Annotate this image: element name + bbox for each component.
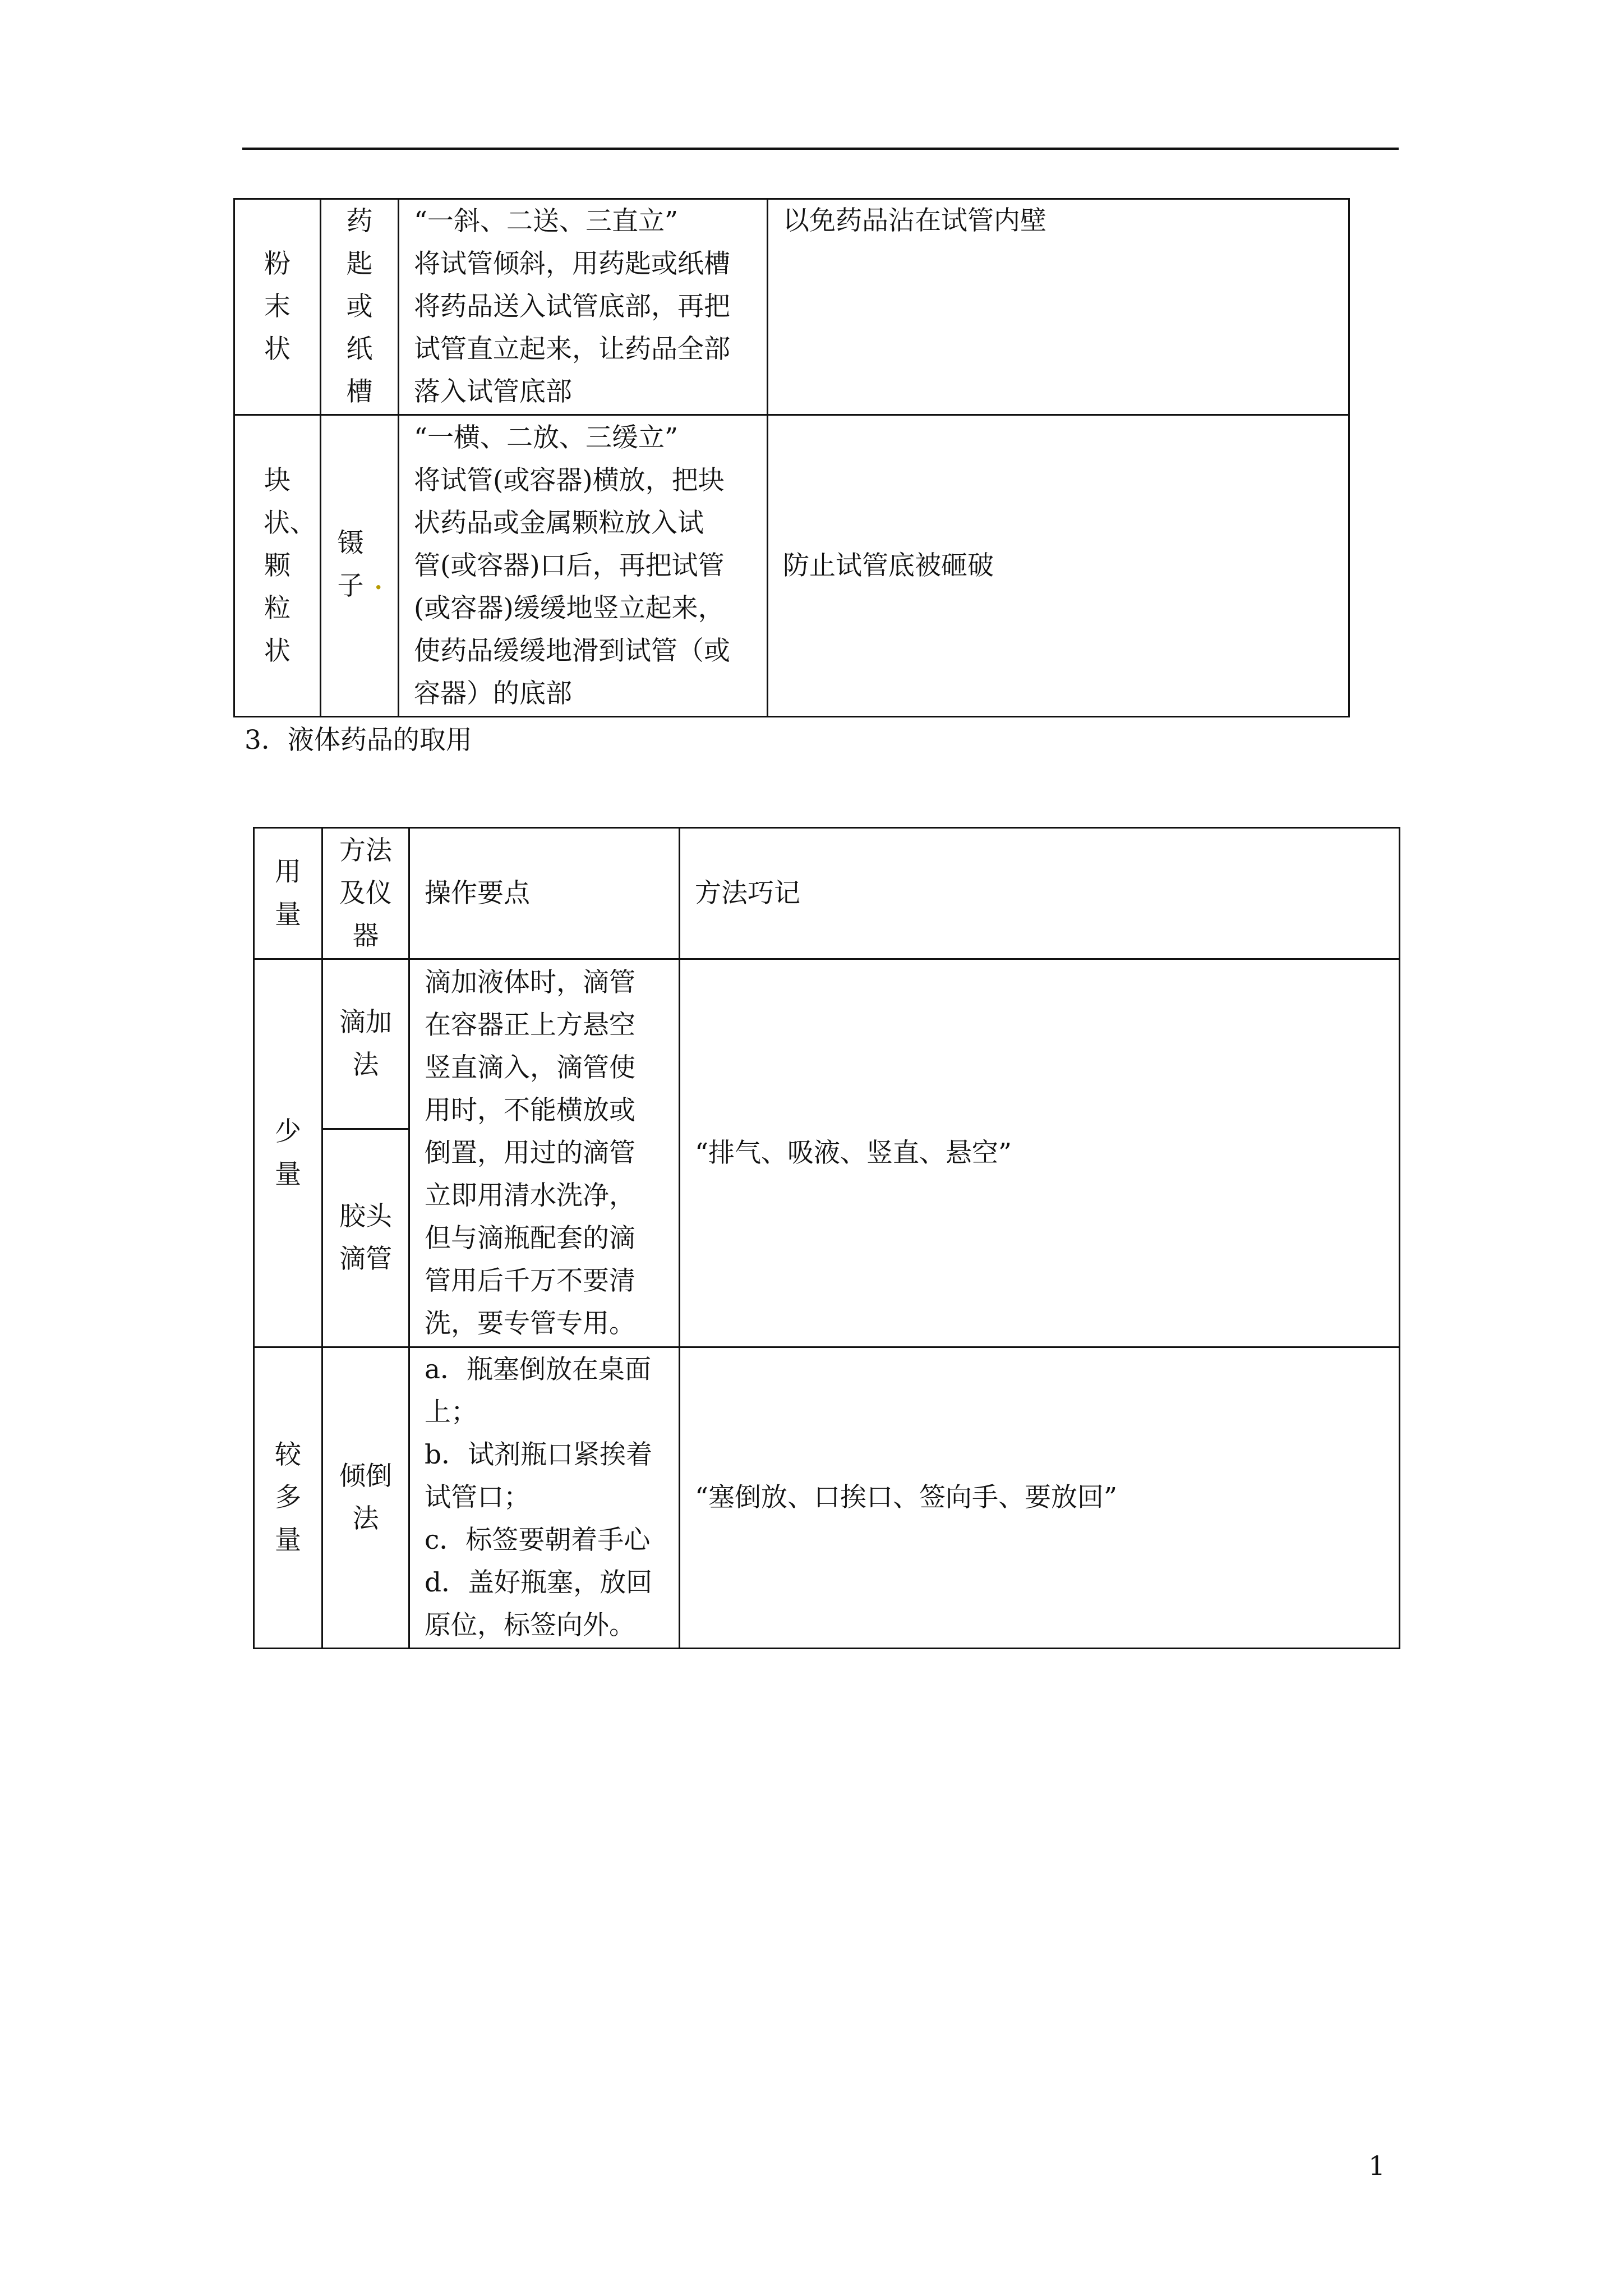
header-method-tool: 方法及仪器 — [322, 828, 409, 959]
section-title: 3．液体药品的取用 — [245, 725, 472, 756]
method-cell: 倾倒法 — [322, 1347, 409, 1649]
table-row — [254, 959, 1400, 1129]
header-amount: 用量 — [254, 828, 322, 959]
method-cell: 滴加法 — [322, 959, 409, 1129]
liquid-reagent-table — [253, 827, 1400, 1649]
table-header-row — [254, 828, 1400, 959]
amount-cell: 少量 — [254, 959, 322, 1347]
tool-cell: 镊子 · — [321, 415, 399, 717]
key-points-cell: a．瓶塞倒放在桌面 上； b．试剂瓶口紧挨着 试管口； c．标签要朝着手心 d．盖好瓶塞，放回 原位，标签向外。 — [409, 1347, 680, 1649]
method-cell: “一横、二放、三缓立” 将试管(或容器)横放，把块 状药品或金属颗粒放入试 管(或容器)口后，再把试管 (或容器)缓缓地竖立起来， 使药品缓缓地滑到试管（或 容器）的底部 — [399, 415, 768, 717]
table-row — [234, 199, 1349, 415]
method-cell: 胶头滴管 — [322, 1129, 409, 1347]
purpose-cell: 防止试管底被砸破 — [768, 415, 1349, 717]
mnemonic-cell: “塞倒放、口挨口、签向手、要放回” — [680, 1347, 1400, 1649]
header-mnemonic: 方法巧记 — [680, 828, 1400, 959]
form-cell: 粉末状 — [234, 199, 321, 415]
table-row — [234, 415, 1349, 717]
form-cell: 块状、颗粒状 — [234, 415, 321, 717]
purpose-cell: 以免药品沾在试管内壁 — [768, 199, 1349, 415]
mnemonic-cell: “排气、吸液、竖直、悬空” — [680, 959, 1400, 1347]
header-key-points: 操作要点 — [409, 828, 680, 959]
tool-cell: 药匙或纸槽 — [321, 199, 399, 415]
amount-cell: 较多量 — [254, 1347, 322, 1649]
header-rule — [242, 148, 1399, 150]
solid-reagent-table — [233, 198, 1350, 717]
table-row — [254, 1347, 1400, 1649]
page-number: 1 — [1368, 2151, 1385, 2182]
key-points-cell: 滴加液体时，滴管 在容器正上方悬空 竖直滴入，滴管使 用时，不能横放或 倒置，用过的滴管 立即用清水洗净， 但与滴瓶配套的滴 管用后千万不要清 洗，要专管专用。 — [409, 959, 680, 1347]
method-cell: “一斜、二送、三直立” 将试管倾斜，用药匙或纸槽 将药品送入试管底部，再把 试管直立起来，让药品全部 落入试管底部 — [399, 199, 768, 415]
stray-dot: · — [374, 574, 382, 601]
